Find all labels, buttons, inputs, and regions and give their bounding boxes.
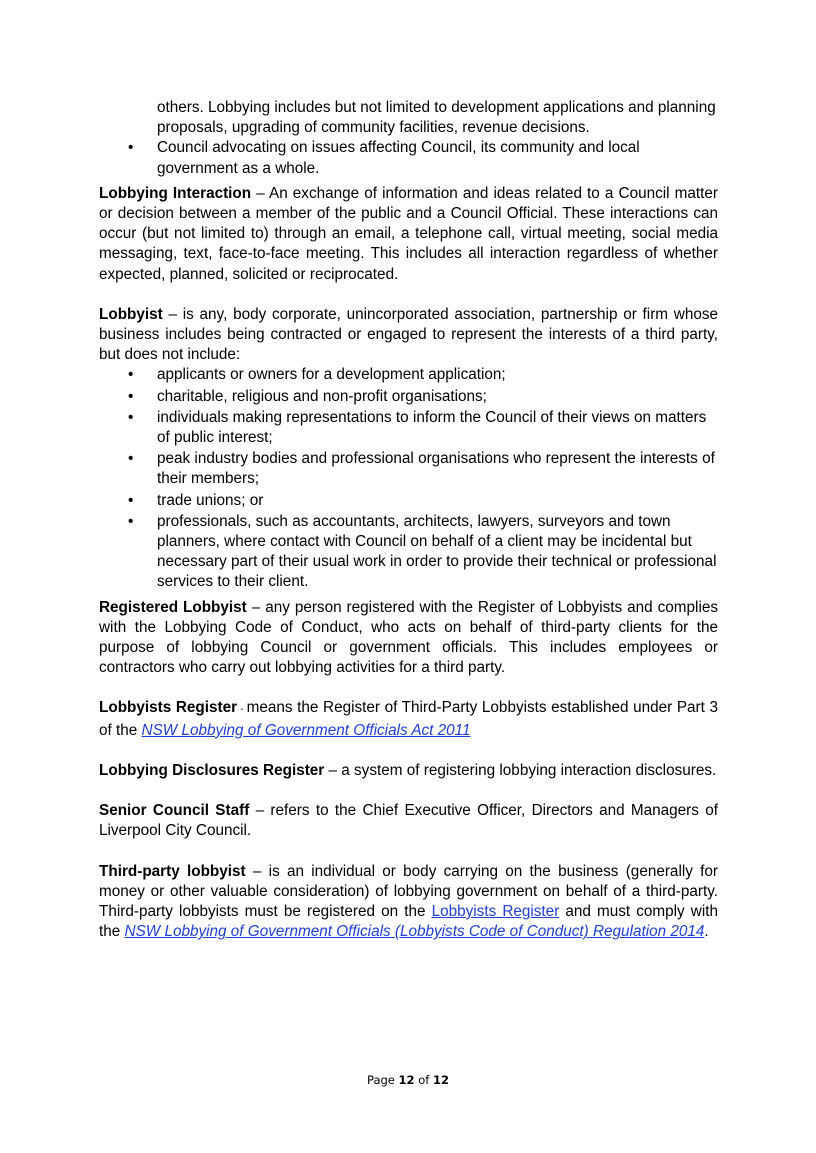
bullet-icon: • bbox=[128, 491, 134, 509]
list-item-text: trade unions; or bbox=[157, 491, 264, 509]
bullet-icon: • bbox=[128, 512, 134, 530]
list-item bbox=[99, 449, 718, 489]
current-page-number: 12 bbox=[398, 1073, 415, 1087]
definition-text: – An exchange of information and ideas related to a Council matter or decision between a member of the public and a Council Official. These interactions can occur (but not limited to) through an email, a telephone call, virtual meeting, social media messaging, text, face-to-face meeting. This includes all interaction regardless of whether expected, planned, solicited or reciprocated. bbox=[99, 184, 718, 283]
definition-text: – a system of registering lobbying interaction disclosures. bbox=[324, 761, 717, 779]
definition-lobbying-interaction bbox=[99, 184, 718, 285]
lobbyists-register-link[interactable]: Lobbyists Register bbox=[431, 902, 560, 920]
list-item bbox=[99, 365, 718, 385]
lobbying-bullet-list bbox=[99, 138, 718, 178]
continuation-text: others. Lobbying includes but not limited to development applications and planning proposals, upgrading of community facilities, revenue decisions. bbox=[157, 99, 716, 137]
definition-term: Third-party lobbyist bbox=[99, 862, 246, 880]
definition-registered-lobbyist bbox=[99, 598, 718, 679]
definition-senior-council-staff bbox=[99, 801, 718, 841]
definition-term: Lobbyist bbox=[99, 305, 163, 323]
lobbyist-exclusions-list bbox=[99, 365, 718, 592]
definition-text: and must comply with the bbox=[99, 902, 719, 941]
definition-text: – refers to the Chief Executive Officer, Directors and Managers of Liverpool City Council. bbox=[99, 802, 718, 840]
definition-term: Senior Council Staff bbox=[99, 802, 250, 820]
nsw-lobbying-act-link[interactable]: NSW Lobbying of Government Officials Act 2011 bbox=[141, 721, 471, 739]
definition-term: Lobbyists Register bbox=[99, 699, 238, 717]
bullet-icon: • bbox=[128, 387, 134, 405]
definition-lobbyist bbox=[99, 305, 718, 366]
list-item-text: professionals, such as accountants, architects, lawyers, surveyors and town planners, where contact with Council on behalf of a client may be incidental but necessary part of their usual work in order to provide their technical or professional services to their client. bbox=[157, 512, 717, 591]
definition-text: . bbox=[704, 923, 709, 941]
list-item-text: peak industry bodies and professional organisations who represent the interests of their members; bbox=[157, 450, 715, 488]
footer-prefix: Page bbox=[367, 1073, 399, 1087]
definition-term: Lobbying Disclosures Register bbox=[99, 761, 325, 779]
definition-dash: - bbox=[237, 704, 247, 716]
definition-text: – any person registered with the Register of Lobbyists and complies with the Lobbying Code of Conduct, who acts on behalf of third-party clients for the purpose of lobbying Council or government officials. This includes employees or contractors who carry out lobbying activities for a third party. bbox=[99, 598, 719, 677]
definition-text: means the Register of Third-Party Lobbyists established under Part 3 of the bbox=[99, 699, 719, 739]
bullet-icon: • bbox=[128, 139, 134, 157]
lobbyists-code-of-conduct-link[interactable]: NSW Lobbying of Government Officials (Lobbyists Code of Conduct) Regulation 2014 bbox=[124, 923, 705, 941]
definition-text: – is any, body corporate, unincorporated association, partnership or firm whose business includes being contracted or engaged to represent the interests of a third party, but does not include: bbox=[99, 305, 718, 364]
definition-text: – is an individual or body carrying on the business (generally for money or other valuable consideration) of lobbying government on behalf of a third-party. Third-party lobbyists must be registered on the bbox=[99, 862, 718, 920]
list-item bbox=[99, 491, 718, 511]
definition-term: Registered Lobbyist bbox=[99, 598, 247, 616]
definition-lobbyists-register bbox=[99, 698, 718, 740]
total-page-count: 12 bbox=[432, 1073, 449, 1087]
bullet-icon: • bbox=[128, 408, 134, 426]
bullet-icon: • bbox=[128, 450, 134, 468]
bullet-icon: • bbox=[128, 366, 134, 384]
list-item bbox=[99, 387, 718, 407]
footer-of: of bbox=[414, 1073, 433, 1087]
document-body bbox=[99, 98, 718, 942]
page-footer bbox=[0, 1073, 816, 1087]
list-item-text: Council advocating on issues affecting Council, its community and local government as a whole. bbox=[157, 139, 640, 177]
list-item bbox=[99, 512, 718, 593]
list-item-text: applicants or owners for a development application; bbox=[157, 366, 506, 384]
definition-third-party-lobbyist bbox=[99, 862, 718, 943]
list-item bbox=[99, 138, 718, 178]
definition-term: Lobbying Interaction bbox=[99, 184, 252, 202]
list-item-text: charitable, religious and non-profit organisations; bbox=[157, 387, 487, 405]
list-item-text: individuals making representations to inform the Council of their views on matters of public interest; bbox=[157, 408, 707, 447]
list-item bbox=[99, 408, 718, 448]
definition-lobbying-disclosures-register bbox=[99, 761, 718, 781]
